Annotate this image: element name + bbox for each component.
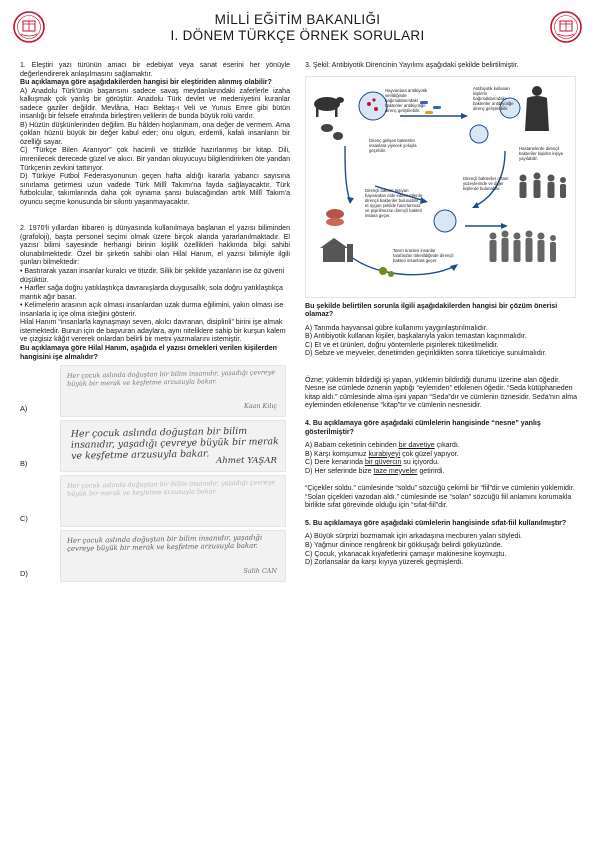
- option-text: su içiyordu.: [401, 459, 439, 467]
- option-text: A) Babam ceketinin cebinden: [305, 442, 399, 450]
- q4-option-c[interactable]: [305, 459, 577, 468]
- q2-paragraph: Hilal Hanım “insanlarla kaynaşmayı seven, akılcı davranan, disiplinli” birini işe almak istemektedir. Bunun için de başvuran adaylara, aynı niteliklere sahip bir kurşun kalem ve çizgisiz kâğıt vererek onlardan belirli bir metni yazmalarını istemiştir.: [20, 319, 286, 344]
- q3-option-b[interactable]: B) Antibiyotik kullanan kişiler, başkalarıyla yakın temastan kaçınmalıdır.: [305, 333, 527, 341]
- q1-option-d[interactable]: D) Türkiye Futbol Federasyonunun geçen hafta aldığı kararla yabancı sayısına sınırlama getirmesi uzun vadede Türk Millî Takımı'na fayda sağlayacaktır. Türk futbolcular, takımlarında daha çok oynama şansı bulacağından artık Millî Takım'a oyuncu seçme konusunda bir sıkıntı yaşanmayacaktır.: [20, 173, 290, 206]
- q5-option-d[interactable]: D) Zorlansalar da karşı kıyıya yüzerek geçmişlerdi.: [305, 559, 464, 567]
- figure-text-5: Dirençli bakteriler ortam yüzeylerinde ve diğer kişilerde bulunabilir.: [463, 175, 509, 191]
- figure-text-3: Direnç gelişen bakteriler insanlara yiyecek yoluyla geçebilir.: [369, 137, 417, 153]
- handwriting-text: Her çocuk aslında doğuştan bir bilim insanıdır, yaşadığı çevreye büyük bir merak ve keşfetme arzusuyla bakar.: [66, 368, 276, 388]
- antibiotic-resistance-figure: [305, 76, 576, 298]
- figure-text-2: Antibiyotik kullanan kişilerin bağırsaklarındaki bakteriler antibiyotiğe direnç geliştirebilir.: [473, 85, 514, 111]
- option-letter: C): [20, 513, 28, 523]
- title-line-2: I. DÖNEM TÜRKÇE ÖRNEK SORULARI: [170, 28, 425, 43]
- q5-option-c[interactable]: C) Çocuk, yıkanacak kıyafetlerini çamaşır makinesine koymuştu.: [305, 550, 507, 558]
- q3-option-a[interactable]: A) Tarımda hayvansal gübre kullanımı yaygınlaştırılmalıdır.: [305, 324, 488, 332]
- option-text: B) Karşı komşumuz: [305, 450, 369, 458]
- q5-option-b[interactable]: B) Yağmur dinince rengârenk bir gökkuşağı belirdi gökyüzünde.: [305, 542, 503, 550]
- handwriting-signature: Kaan Kılıç: [243, 401, 277, 410]
- handwriting-sample: [60, 365, 286, 417]
- question-3: [305, 62, 577, 359]
- question-2: [20, 225, 290, 582]
- q1-stem: 1. Eleştiri yazı türünün amacı bir edebiyat veya sanat eserini her yönüyle değerlendirerek anlaşılmasını sağlamaktır.: [20, 62, 290, 78]
- q5-question: 5. Bu açıklamaya göre aşağıdaki cümlelerin hangisinde sıfat-fiil kullanılmıştır?: [305, 519, 567, 527]
- option-text: D) Her seferinde bize: [305, 467, 374, 475]
- option-letter: D): [20, 568, 28, 578]
- handwriting-text: Her çocuk aslında doğuştan bir bilim insanıdır, yaşadığı çevreye büyük bir merak ve keşfetme arzusuyla bakar.: [70, 425, 279, 462]
- q1-question: Bu açıklamaya göre aşağıdakilerden hangisi bir eleştiriden alınmış olabilir?: [20, 79, 272, 87]
- q4-option-b[interactable]: [305, 451, 577, 460]
- figure-text-6: Tarım ürünleri insanlar tarafından tüketildiğinde dirençli bakteri insanlara geçer.: [393, 247, 454, 263]
- right-column: [305, 62, 577, 568]
- question-4: [305, 420, 577, 476]
- figure-illustration: [305, 76, 576, 298]
- handwriting-sample: [60, 420, 286, 472]
- option-text: C) Dere kenarında: [305, 459, 365, 467]
- q1-option-a[interactable]: A) Anadolu Türk'ünün başarısını sadece savaş meydanlarındaki zaferlerle izaha kalkışmak çok yanlış bir görüştür. Anadolu Türk devlet ve medeniyetini kuranlar sadece gaziler değildir. Mevlâna, Hacı Bektaş-ı Veli ve Yunus Emre gibi bütün insanlığı bir felsefe etrafında birleştiren velilerin de bunda büyük rolü vardır.: [20, 87, 290, 121]
- q4-question: 4. Bu açıklamaya göre aşağıdaki cümlelerin hangisinde “nesne” yanlış gösterilmiştir?: [305, 420, 541, 436]
- meat-icon: [326, 209, 344, 226]
- q2-option-a[interactable]: [20, 365, 290, 417]
- cow-icon: [314, 97, 344, 117]
- handwriting-signature: Ahmet YAŞAR: [216, 455, 277, 466]
- option-text: çok güzel yapıyor.: [400, 450, 459, 458]
- handwriting-sample: [60, 475, 286, 527]
- option-text: çıkardı.: [434, 442, 460, 450]
- q4-option-a[interactable]: [305, 442, 577, 451]
- option-letter: B): [20, 458, 28, 468]
- figure-text-7: Hastanelerde dirençli bakteriler kişiden kişiye yayılabilir.: [519, 145, 564, 161]
- title-line-1: MİLLİ EĞİTİM BAKANLIĞI: [214, 12, 381, 27]
- q2-option-d[interactable]: [20, 530, 290, 582]
- q2-stem: 2. 1970'li yıllardan itibaren iş dünyasında kullanılmaya başlanan el yazısı biliminden (grafoloji), başta personel seçimi olmak üzere birçok alanda yararlanılmaktadır. El yazısı bilimi sayesinde herhangi birinin kişilik özellikleri hakkında bilgi sahibi olunabilmektedir. Özel bir şirketin sahibi olan Hilal Hanım, el yazısı bilimiyle ilgili şunları bilmektedir:: [20, 225, 290, 267]
- handwriting-signature: Salih CAN: [243, 566, 277, 575]
- handwriting-sample: [60, 530, 286, 582]
- barn-icon: [320, 238, 353, 262]
- q2-bullet-3: • Kelimelerin arasının açık olması insanlardan uzak durma eğilimini, yakın olması ise insanlarla iç içe olma isteğini gösterir.: [20, 302, 284, 318]
- question-1: [20, 62, 290, 207]
- q1-option-b[interactable]: B) Hüzün düşkünlerinden değilim. Bu hâlden hoşlanmam, ona değer de vermem. Ama çokları hüznü büyük bir değer kabul eder; onu olgun, erdemli, kafalı insanların bir özelliği sayar.: [20, 121, 290, 146]
- q2-bullet-2: • Harfler sağa doğru yatıklaştıkça davranışlarda duygusallık, sola doğru yatıklaştıkça mantık ağır basar.: [20, 285, 283, 301]
- q3-stem: 3. Şekil: Antibiyotik Direncinin Yayılımı aşağıdaki şekilde belirtilmiştir.: [305, 62, 519, 69]
- figure-text-1: Hayvanlara antibiyotik verildiğinde bağırsaklarındaki bakteriler antibiyotiğe direnç geliştirebilir.: [385, 87, 428, 113]
- info-paragraph-2: “Çiçekler soldu.” cümlesinde “soldu” sözcüğü çekimli bir “fiil”dir ve cümlenin yüklemidir. “Solan çiçekleri vazodan aldı.” cümlesinde ise “solan” sözcüğü fiil anlamını korumakla birlikte sıfat görevinde olduğu için “sıfat-fiil”dir.: [305, 485, 575, 510]
- q1-option-c[interactable]: C) “Türkçe Bilen Aranıyor” çok hacimli ve titizlikle hazırlanmış bir kitap. Dili, imrenilecek derecede güzel ve akıcı. Bir yandan okuyucuyu bilgilendirirken öte yandan Türkçenin zevkini tattırıyor.: [20, 147, 290, 172]
- page-title: [100, 12, 495, 44]
- q2-option-b[interactable]: [20, 420, 290, 472]
- underlined-word: kurabiyeyi: [368, 450, 401, 458]
- q3-option-c[interactable]: C) Et ve et ürünleri, doğru yöntemlerle pişirilerek tüketilmelidir.: [305, 341, 499, 349]
- q2-bullet-1: • Bastırarak yazan insanlar kuralcı ve titizdir. Silik bir şekilde yazanların ise öz güveni düşüktür.: [20, 268, 285, 284]
- option-text: getirirdi.: [417, 467, 445, 475]
- q3-question: Bu şekilde belirtilen sorunla ilgili aşağıdakilerden hangisi bir çözüm önerisi olamaz?: [305, 302, 558, 319]
- q3-option-d[interactable]: D) Sebze ve meyveler, denetimden geçirildikten sonra tüketiciye sunulmalıdır.: [305, 350, 547, 358]
- question-5: [305, 520, 577, 568]
- q4-option-d[interactable]: [305, 468, 577, 477]
- q5-option-a[interactable]: A) Büyük sürprizi bozmamak için arkadaşına mecburen yalan söyledi.: [305, 533, 522, 541]
- left-column: [20, 62, 290, 582]
- underlined-word: bir güvercin: [364, 459, 402, 467]
- option-letter: A): [20, 403, 28, 413]
- handwriting-text: Her çocuk aslında doğuştan bir bilim insanıdır, yaşadığı çevreye büyük bir merak ve keşfetme arzusuyla bakar.: [66, 533, 263, 553]
- figure-text-4: Dirençli bakteri taşıyan hayvandan elde edilen etlerde dirençli bakteriler bulunabilir; et uygun şekilde hazırlanmaz ve pişirilmezse dirençli bakteri insana geçer.: [365, 187, 423, 219]
- meb-logo-right: [549, 10, 583, 44]
- q2-option-c[interactable]: [20, 475, 290, 527]
- underlined-word: bir davetiye: [398, 442, 435, 450]
- meb-logo-left: [12, 10, 46, 44]
- info-paragraph-1: Özne; yüklemin bildirdiği işi yapan, yüklemin bildirdiği durumu üzerine alan öğedir. Nesne ise cümlede öznenin yaptığı “eylemden” etkilenen öğedir. “Seda kütüphaneden kitap aldı.” cümlesinde alma işini yapan “Seda”dır ve cümlenin öznesidir. Seda'nın alma eyleminden etkilenense “kitap”tır ve cümlenin nesnesidir.: [305, 376, 578, 410]
- q2-question: Bu açıklamaya göre Hilal Hanım, aşağıda el yazısı örnekleri verilen kişilerden hangisini işe almalıdır?: [20, 344, 277, 361]
- underlined-word: taze meyveler: [373, 467, 418, 475]
- handwriting-text: Her çocuk aslında doğuştan bir bilim insanıdır, yaşadığı çevreye büyük bir merak ve keşfetme arzusuyla bakar.: [66, 478, 276, 498]
- person-icon: [525, 86, 549, 131]
